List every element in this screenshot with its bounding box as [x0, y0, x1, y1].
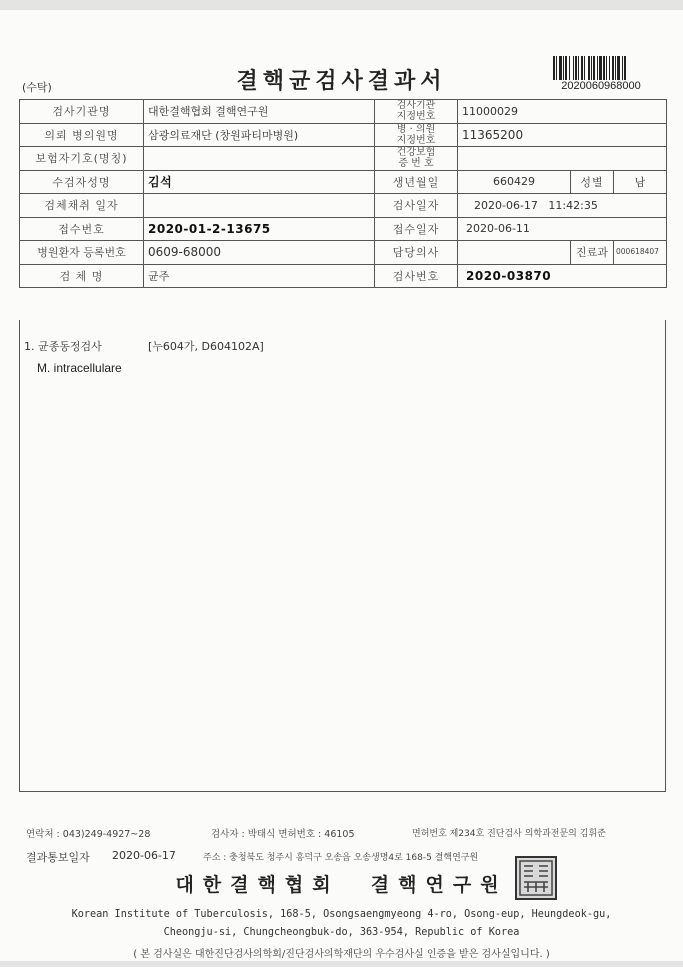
test-org-label: 검사기관명: [20, 100, 144, 124]
label-line: 증 번 호: [398, 158, 434, 170]
insured-value: [144, 147, 375, 171]
table-row: [20, 123, 667, 147]
barcode-number: 2020060968000: [561, 80, 641, 92]
barcode-icon: [553, 56, 649, 80]
sex-label: 성별: [571, 170, 614, 194]
address-info: 주소 : 충청북도 청주시 흥덕구 오송읍 오송생명4로 168-5 결핵연구원: [203, 853, 479, 863]
health-ins-label: [375, 147, 458, 171]
examiner-info: 검사자 : 박태식 면허번호 : 46105: [211, 829, 355, 840]
test-org-value: 대한결핵협회 결핵연구원: [144, 100, 375, 124]
doctor-value: [458, 241, 571, 265]
organism-result: M. intracellulare: [37, 361, 122, 375]
test-no-value: 2020-03870: [458, 264, 667, 288]
label-line: 건강보험: [396, 147, 436, 159]
bottom-margin: [0, 961, 683, 967]
specimen-value: 균주: [144, 264, 375, 288]
test-code: [누604가, D604102A]: [148, 340, 264, 353]
hospital-patient-no-label: 병원환자 등록번호: [20, 241, 144, 265]
referring-org-value: 삼광의료재단 (창원파티마병원): [144, 123, 375, 147]
hospital-patient-no-value: 0609-68000: [144, 241, 375, 265]
department-label: 진료과: [571, 241, 614, 265]
receipt-label: (수탁): [22, 81, 52, 94]
table-row: [20, 100, 667, 124]
sex-value: 남: [614, 170, 667, 194]
test-no-label: 검사번호: [375, 264, 458, 288]
table-row: [20, 170, 667, 194]
label-line: 검사기관: [396, 100, 436, 112]
specialist-info: 면허번호 제234호 진단검사 의학과전문의 김휘준: [412, 829, 606, 839]
label-line: 지정번호: [396, 111, 436, 123]
notify-label: 결과통보일자: [26, 851, 90, 864]
english-address-line-2: Cheongju-si, Chungcheongbuk-do, 363-954, Republic of Korea: [163, 927, 520, 938]
referring-no-value: 11365200: [458, 123, 667, 147]
table-row: [20, 217, 667, 241]
table-row: [20, 264, 667, 288]
test-date-value: 2020-06-17 11:42:35: [458, 194, 667, 218]
label-line: 지정번호: [396, 134, 436, 146]
test-org-no-value: 11000029: [458, 100, 667, 124]
contact-info: 연락처 : 043)249-4927~28: [26, 829, 151, 840]
referring-no-label: [375, 123, 458, 147]
receipt-date-value: 2020-06-11: [458, 217, 667, 241]
info-table: [19, 99, 667, 288]
label-line: 병 · 의원: [396, 123, 436, 135]
department-value: 000618407: [614, 241, 667, 265]
receipt-date-label: 접수일자: [375, 217, 458, 241]
doctor-label: 담당의사: [375, 241, 458, 265]
collection-date-value: [144, 194, 375, 218]
document-title: 결핵균검사결과서: [236, 69, 447, 94]
specimen-label: 검 체 명: [20, 264, 144, 288]
table-row: [20, 241, 667, 265]
table-row: [20, 194, 667, 218]
referring-org-label: 의뢰 병의원명: [20, 123, 144, 147]
notify-date: 2020-06-17: [112, 849, 176, 862]
table-row: [20, 147, 667, 171]
test-date-label: 검사일자: [375, 194, 458, 218]
patient-name-value: 김석: [144, 170, 375, 194]
english-address-line-1: Korean Institute of Tuberculosis, 168-5, Osongsaengmyeong 4-ro, Osong-eup, Heungdeok-gu,: [71, 909, 612, 920]
organization-name: 대한결핵협회 결핵연구원: [175, 874, 508, 896]
birth-label: 생년월일: [375, 170, 458, 194]
top-margin: [0, 0, 683, 10]
certification-notice: ( 본 검사실은 대한진단검사의학회/진단검사의학재단의 우수검사실 인증을 받은 검사실입니다. ): [133, 949, 550, 960]
result-box: [19, 320, 666, 792]
test-org-no-label: [375, 100, 458, 124]
patient-name-label: 수검자성명: [20, 170, 144, 194]
receipt-no-label: 접수번호: [20, 217, 144, 241]
collection-date-label: 검체채취 일자: [20, 194, 144, 218]
receipt-no-value: 2020-01-2-13675: [144, 217, 375, 241]
test-name: 1. 균종동정검사: [24, 340, 102, 353]
insured-label: 보험자기호(명칭): [20, 147, 144, 171]
health-ins-value: [458, 147, 667, 171]
birth-value: 660429: [458, 170, 571, 194]
